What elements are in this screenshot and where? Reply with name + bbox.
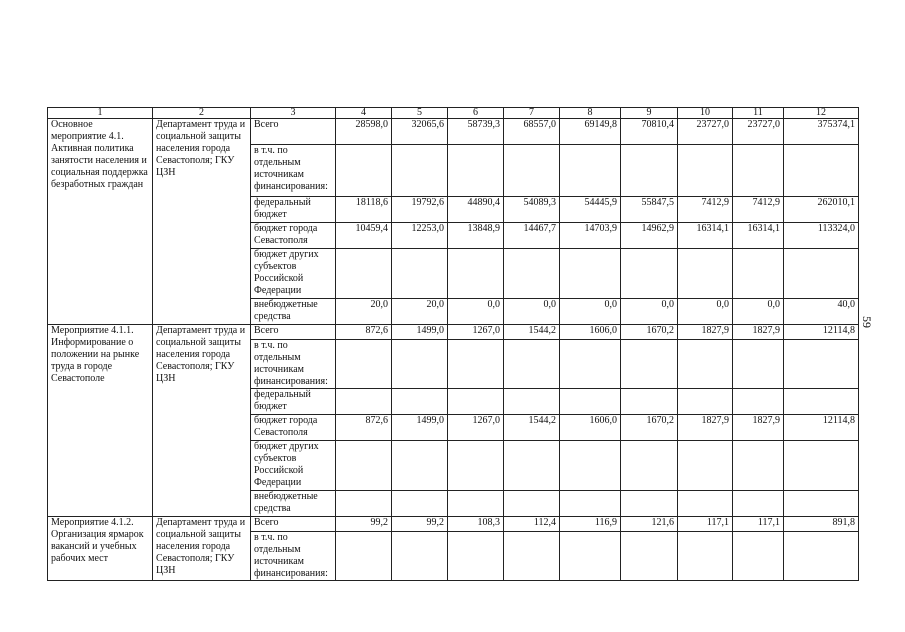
- activity-name-cell: Мероприятие 4.1.2. Организация ярмарок вакансий и учебных рабочих мест: [48, 517, 153, 581]
- column-number-header: 12: [784, 108, 859, 119]
- amount-cell: [504, 441, 560, 491]
- amount-cell: 0,0: [560, 299, 621, 325]
- amount-cell: 262010,1: [784, 197, 859, 223]
- amount-cell: 0,0: [678, 299, 733, 325]
- amount-cell: 44890,4: [448, 197, 504, 223]
- executor-cell: Департамент труда и социальной защиты населения города Севастополя; ГКУ ЦЗН: [153, 119, 251, 325]
- amount-cell: [678, 532, 733, 581]
- amount-cell: 69149,8: [560, 119, 621, 145]
- amount-cell: [560, 532, 621, 581]
- amount-cell: 117,1: [678, 517, 733, 532]
- amount-cell: [336, 532, 392, 581]
- amount-cell: [560, 441, 621, 491]
- funding-source-cell: Всего: [251, 517, 336, 532]
- amount-cell: 32065,6: [392, 119, 448, 145]
- amount-cell: [504, 389, 560, 415]
- amount-cell: 1670,2: [621, 415, 678, 441]
- funding-source-cell: Всего: [251, 119, 336, 145]
- amount-cell: [504, 532, 560, 581]
- amount-cell: 13848,9: [448, 223, 504, 249]
- column-number-header: 4: [336, 108, 392, 119]
- amount-cell: 891,8: [784, 517, 859, 532]
- amount-cell: 55847,5: [621, 197, 678, 223]
- amount-cell: 16314,1: [733, 223, 784, 249]
- amount-cell: [448, 532, 504, 581]
- amount-cell: 0,0: [504, 299, 560, 325]
- column-number-header: 1: [48, 108, 153, 119]
- amount-cell: [560, 249, 621, 299]
- amount-cell: [336, 441, 392, 491]
- column-number-header: 10: [678, 108, 733, 119]
- amount-cell: [392, 441, 448, 491]
- amount-cell: [560, 491, 621, 517]
- amount-cell: 7412,9: [733, 197, 784, 223]
- amount-cell: 1499,0: [392, 415, 448, 441]
- table-row: [48, 325, 859, 340]
- amount-cell: [392, 532, 448, 581]
- amount-cell: [392, 491, 448, 517]
- amount-cell: [678, 389, 733, 415]
- amount-cell: [336, 491, 392, 517]
- amount-cell: [733, 532, 784, 581]
- page-number: 59: [860, 316, 874, 328]
- amount-cell: 0,0: [621, 299, 678, 325]
- amount-cell: [448, 340, 504, 389]
- budget-table: [47, 107, 859, 581]
- amount-cell: [448, 491, 504, 517]
- amount-cell: 1499,0: [392, 325, 448, 340]
- amount-cell: [678, 441, 733, 491]
- amount-cell: [336, 249, 392, 299]
- funding-source-cell: внебюджетные средства: [251, 299, 336, 325]
- funding-source-cell: бюджет других субъектов Российской Федерации: [251, 249, 336, 299]
- amount-cell: [504, 145, 560, 197]
- funding-source-cell: внебюджетные средства: [251, 491, 336, 517]
- amount-cell: 20,0: [336, 299, 392, 325]
- amount-cell: 28598,0: [336, 119, 392, 145]
- amount-cell: 20,0: [392, 299, 448, 325]
- amount-cell: [784, 340, 859, 389]
- amount-cell: [448, 441, 504, 491]
- amount-cell: 16314,1: [678, 223, 733, 249]
- table-row: [48, 517, 859, 532]
- amount-cell: 54445,9: [560, 197, 621, 223]
- amount-cell: [784, 441, 859, 491]
- amount-cell: [733, 340, 784, 389]
- amount-cell: [733, 441, 784, 491]
- amount-cell: 99,2: [392, 517, 448, 532]
- funding-source-cell: федеральный бюджет: [251, 389, 336, 415]
- amount-cell: [504, 491, 560, 517]
- amount-cell: [448, 249, 504, 299]
- amount-cell: 68557,0: [504, 119, 560, 145]
- amount-cell: [784, 145, 859, 197]
- amount-cell: [733, 249, 784, 299]
- amount-cell: 112,4: [504, 517, 560, 532]
- amount-cell: 23727,0: [678, 119, 733, 145]
- amount-cell: [621, 340, 678, 389]
- funding-source-cell: в т.ч. по отдельным источникам финансирования:: [251, 340, 336, 389]
- amount-cell: 116,9: [560, 517, 621, 532]
- funding-source-cell: в т.ч. по отдельным источникам финансирования:: [251, 145, 336, 197]
- amount-cell: [504, 249, 560, 299]
- column-number-header: 6: [448, 108, 504, 119]
- amount-cell: [733, 145, 784, 197]
- table-row: [48, 119, 859, 145]
- amount-cell: [504, 340, 560, 389]
- amount-cell: 12253,0: [392, 223, 448, 249]
- amount-cell: 1606,0: [560, 325, 621, 340]
- amount-cell: [784, 532, 859, 581]
- amount-cell: [448, 145, 504, 197]
- amount-cell: [392, 389, 448, 415]
- amount-cell: 1827,9: [678, 325, 733, 340]
- column-number-header: 5: [392, 108, 448, 119]
- funding-source-cell: федеральный бюджет: [251, 197, 336, 223]
- amount-cell: [560, 340, 621, 389]
- amount-cell: 10459,4: [336, 223, 392, 249]
- amount-cell: 1827,9: [733, 325, 784, 340]
- amount-cell: [678, 249, 733, 299]
- amount-cell: [678, 340, 733, 389]
- amount-cell: 14467,7: [504, 223, 560, 249]
- amount-cell: 19792,6: [392, 197, 448, 223]
- amount-cell: 14703,9: [560, 223, 621, 249]
- amount-cell: 23727,0: [733, 119, 784, 145]
- amount-cell: 14962,9: [621, 223, 678, 249]
- amount-cell: 58739,3: [448, 119, 504, 145]
- amount-cell: [733, 491, 784, 517]
- amount-cell: 121,6: [621, 517, 678, 532]
- amount-cell: 1670,2: [621, 325, 678, 340]
- amount-cell: [784, 249, 859, 299]
- amount-cell: 117,1: [733, 517, 784, 532]
- executor-cell: Департамент труда и социальной защиты населения города Севастополя; ГКУ ЦЗН: [153, 517, 251, 581]
- amount-cell: 113324,0: [784, 223, 859, 249]
- amount-cell: [621, 491, 678, 517]
- amount-cell: [560, 145, 621, 197]
- amount-cell: [621, 389, 678, 415]
- header-row: [48, 108, 859, 119]
- column-number-header: 7: [504, 108, 560, 119]
- amount-cell: 1827,9: [733, 415, 784, 441]
- amount-cell: 18118,6: [336, 197, 392, 223]
- funding-source-cell: бюджет города Севастополя: [251, 415, 336, 441]
- amount-cell: 99,2: [336, 517, 392, 532]
- amount-cell: [784, 389, 859, 415]
- amount-cell: 7412,9: [678, 197, 733, 223]
- amount-cell: [448, 389, 504, 415]
- amount-cell: 1606,0: [560, 415, 621, 441]
- amount-cell: [560, 389, 621, 415]
- amount-cell: 0,0: [448, 299, 504, 325]
- amount-cell: 1544,2: [504, 415, 560, 441]
- amount-cell: [392, 249, 448, 299]
- amount-cell: 872,6: [336, 415, 392, 441]
- amount-cell: [621, 532, 678, 581]
- amount-cell: 108,3: [448, 517, 504, 532]
- activity-name-cell: Мероприятие 4.1.1. Информирование о положении на рынке труда в городе Севастополе: [48, 325, 153, 517]
- column-number-header: 8: [560, 108, 621, 119]
- amount-cell: [784, 491, 859, 517]
- executor-cell: Департамент труда и социальной защиты населения города Севастополя; ГКУ ЦЗН: [153, 325, 251, 517]
- column-number-header: 9: [621, 108, 678, 119]
- amount-cell: 872,6: [336, 325, 392, 340]
- amount-cell: [678, 491, 733, 517]
- amount-cell: [621, 145, 678, 197]
- funding-source-cell: бюджет города Севастополя: [251, 223, 336, 249]
- funding-source-cell: в т.ч. по отдельным источникам финансирования:: [251, 532, 336, 581]
- column-number-header: 11: [733, 108, 784, 119]
- amount-cell: 1544,2: [504, 325, 560, 340]
- amount-cell: 375374,1: [784, 119, 859, 145]
- amount-cell: 12114,8: [784, 415, 859, 441]
- activity-name-cell: Основное мероприятие 4.1. Активная политика занятости населения и социальная поддержка безработных граждан: [48, 119, 153, 325]
- amount-cell: [336, 340, 392, 389]
- amount-cell: [392, 145, 448, 197]
- amount-cell: 1267,0: [448, 325, 504, 340]
- amount-cell: 1267,0: [448, 415, 504, 441]
- amount-cell: 40,0: [784, 299, 859, 325]
- amount-cell: 0,0: [733, 299, 784, 325]
- amount-cell: [621, 249, 678, 299]
- amount-cell: 12114,8: [784, 325, 859, 340]
- amount-cell: [336, 145, 392, 197]
- amount-cell: 1827,9: [678, 415, 733, 441]
- funding-source-cell: бюджет других субъектов Российской Федерации: [251, 441, 336, 491]
- amount-cell: 70810,4: [621, 119, 678, 145]
- funding-source-cell: Всего: [251, 325, 336, 340]
- amount-cell: [336, 389, 392, 415]
- amount-cell: [733, 389, 784, 415]
- amount-cell: [621, 441, 678, 491]
- amount-cell: [392, 340, 448, 389]
- column-number-header: 2: [153, 108, 251, 119]
- amount-cell: 54089,3: [504, 197, 560, 223]
- amount-cell: [678, 145, 733, 197]
- column-number-header: 3: [251, 108, 336, 119]
